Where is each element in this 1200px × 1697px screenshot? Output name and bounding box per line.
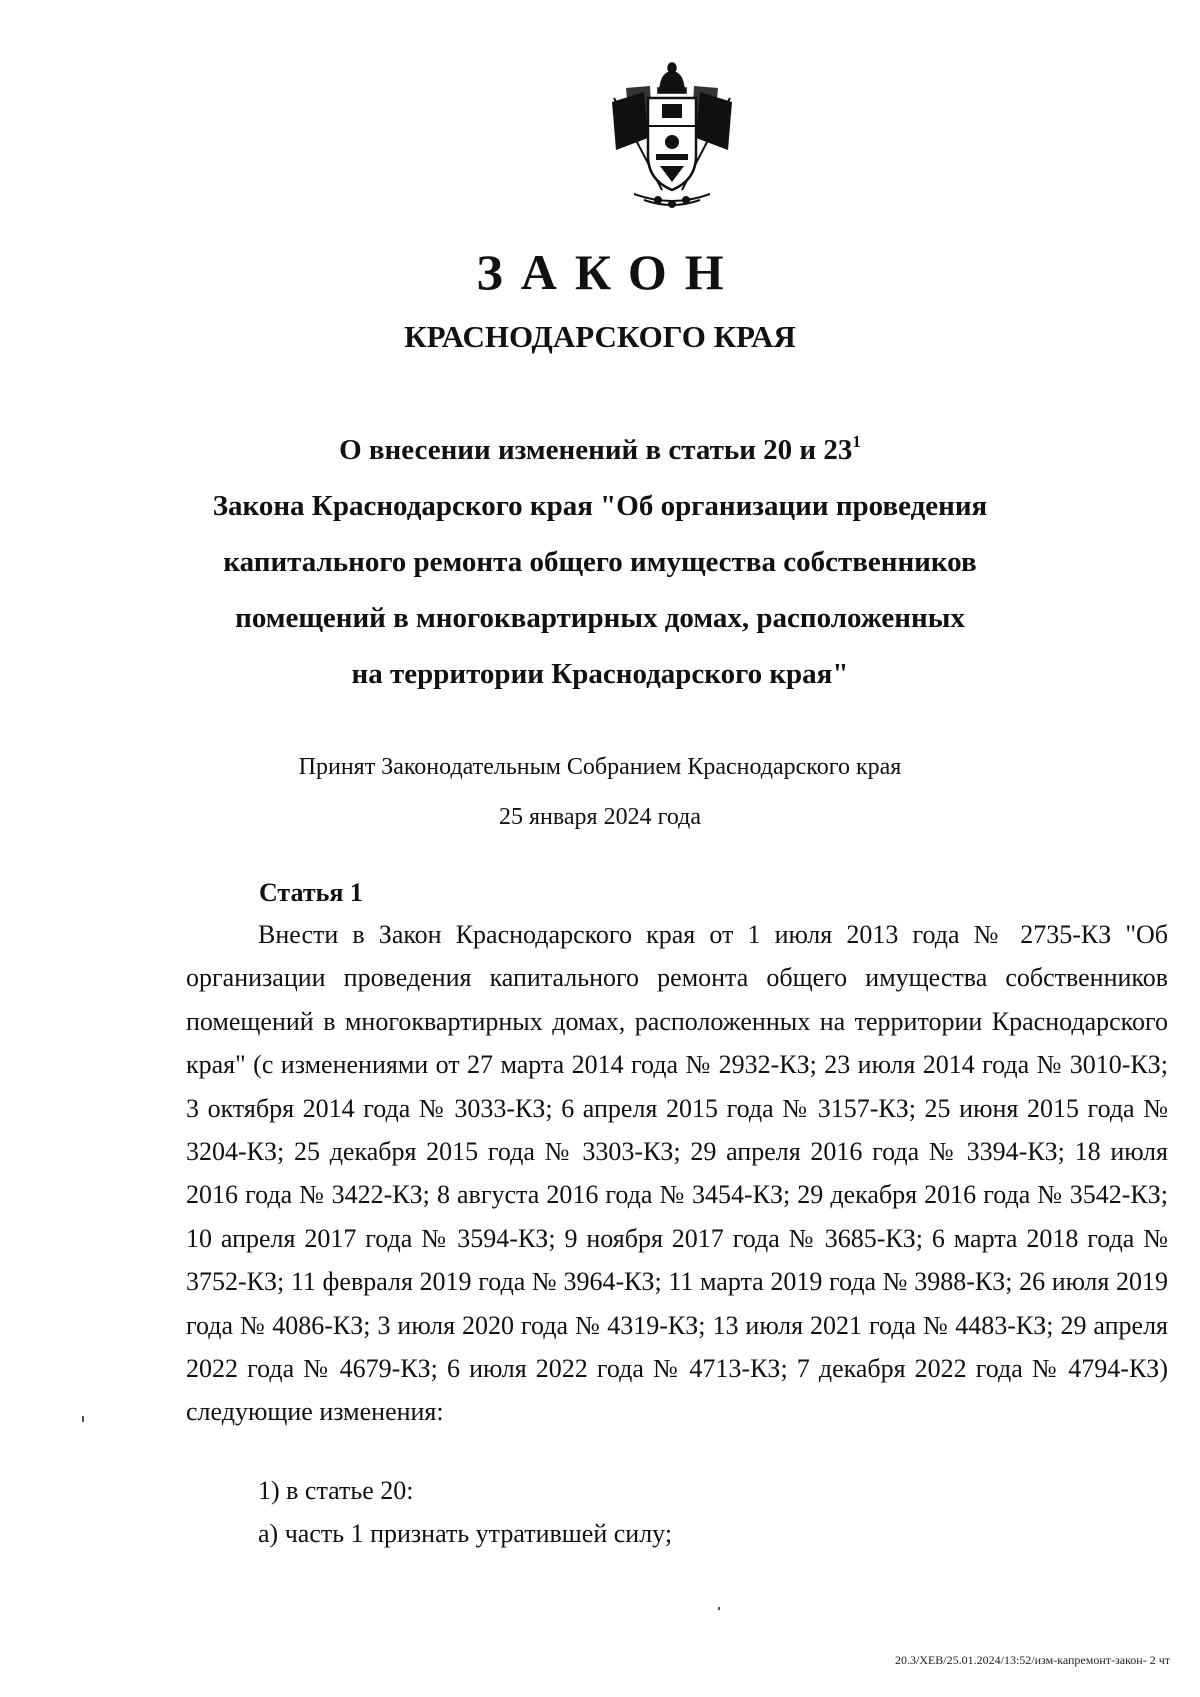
title-line-3: капитального ремонта общего имущества собственников [223, 546, 977, 578]
adoption-line-1: Принят Законодательным Собранием Краснодарского края [298, 754, 902, 780]
region-heading: КРАСНОДАРСКОГО КРАЯ [404, 319, 796, 354]
title-line-4: помещений в многоквартирных домах, расположенных [235, 602, 965, 634]
title-line-2: Закона Краснодарского края "Об организации проведения [212, 490, 988, 522]
title-line-1 [120, 422, 1080, 478]
title-superscript: 1 [852, 432, 861, 451]
adoption-date: 25 января 2024 года [498, 804, 701, 830]
law-title [120, 422, 1080, 702]
scan-speck [82, 1416, 84, 1422]
coat-of-arms-icon [604, 58, 740, 210]
law-heading: ЗАКОН [476, 244, 742, 300]
adoption-note [120, 742, 1080, 842]
article-heading: Статья 1 [259, 878, 363, 907]
article-paragraph: Внести в Закон Краснодарского края от 1 июля 2013 года № 2735-КЗ "Об организации проведения капитального ремонта общего имущества собственников помещений в многоквартирных домах, расположенных на территории Краснодарского края" (с изменениями от 27 марта 2014 года № 2932-КЗ; 23 июля 2014 года № 3010-КЗ; 3 октября 2014 года № 3033-КЗ; 6 апреля 2015 года № 3157-КЗ; 25 июня 2015 года № 3204-КЗ; 25 декабря 2015 года № 3303-КЗ; 29 апреля 2016 года № 3394-КЗ; 18 июля 2016 года № 3422-КЗ; 8 августа 2016 года № 3454-КЗ; 29 декабря 2016 года № 3542-КЗ; 10 апреля 2017 года № 3594-КЗ; 9 ноября 2017 года № 3685-КЗ; 6 марта 2018 года № 3752-КЗ; 11 февраля 2019 года № 3964-КЗ; 11 марта 2019 года № 3988-КЗ; 26 июля 2019 года № 4086-КЗ; 3 июля 2020 года № 4319-КЗ; 13 июля 2021 года № 4483-КЗ; 29 апреля 2022 года № 4679-КЗ; 6 июля 2022 года № 4713-КЗ; 7 декабря 2022 года № 4794-КЗ) следующие изменения: [186, 920, 1168, 1427]
scan-speck [718, 1607, 720, 1610]
title-line-1-text: О внесении изменений в статьи 20 и 23 [339, 434, 853, 466]
article-item: а) часть 1 признать утратившей силу; [258, 1519, 673, 1548]
footer-document-code: 20.3/ХЕВ/25.01.2024/13:52/изм-капремонт-закон- 2 чт [894, 1653, 1170, 1667]
title-line-5: на территории Краснодарского края" [351, 658, 849, 690]
article-item: 1) в статье 20: [258, 1476, 414, 1505]
